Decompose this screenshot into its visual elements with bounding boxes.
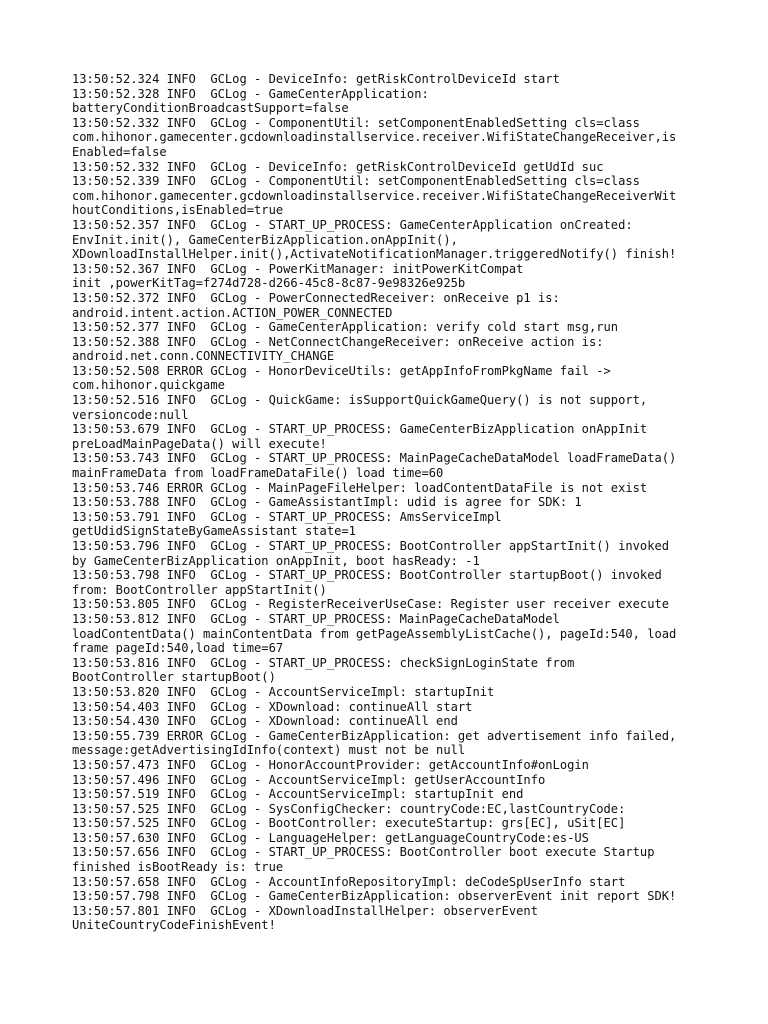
log-line: 13:50:55.739 ERROR GCLog - GameCenterBizApplication: get advertisement info failed, message:getAdvertisingIdInfo(context) must not be null	[72, 728, 677, 758]
log-line: 13:50:53.679 INFO GCLog - START_UP_PROCESS: GameCenterBizApplication onAppInit preLoadMainPageData() will execute!	[72, 422, 648, 451]
log-line: 13:50:57.473 INFO GCLog - HonorAccountProvider: getAccountInfo#onLogin	[72, 757, 589, 772]
log-line: 13:50:53.812 INFO GCLog - START_UP_PROCESS: MainPageCacheDataModel loadContentData() mainContentData from getPageAssemblyListCache(), pageId:540, load frame pageId:540,load time=67	[72, 611, 677, 656]
log-line: 13:50:57.525 INFO GCLog - BootController: executeStartup: grs[EC], uSit[EC]	[72, 816, 626, 831]
log-text	[72, 72, 732, 933]
log-line: 13:50:52.332 INFO GCLog - DeviceInfo: getRiskControlDeviceId getUdId suc	[72, 159, 604, 174]
log-line: 13:50:52.324 INFO GCLog - DeviceInfo: getRiskControlDeviceId start	[72, 72, 560, 86]
log-line: 13:50:53.791 INFO GCLog - START_UP_PROCESS: AmsServiceImpl getUdidSignStateByGameAssistant state=1	[72, 509, 502, 539]
log-line: 13:50:57.630 INFO GCLog - LanguageHelper: getLanguageCountryCode:es-US	[72, 830, 589, 845]
log-line: 13:50:53.743 INFO GCLog - START_UP_PROCESS: MainPageCacheDataModel loadFrameData() mainFrameData from loadFrameDataFile() load time=60	[72, 451, 677, 481]
log-line: 13:50:52.332 INFO GCLog - ComponentUtil: setComponentEnabledSetting cls=class com.hihonor.gamecenter.gcdownloadinstallservice.receiver.WifiStateChangeReceiver,is Enabled=false	[72, 115, 677, 159]
log-line: 13:50:52.508 ERROR GCLog - HonorDeviceUtils: getAppInfoFromPkgName fail -> com.hihonor.quickgame	[72, 363, 611, 393]
log-line: 13:50:52.388 INFO GCLog - NetConnectChangeReceiver: onReceive action is: android.net.conn.CONNECTIVITY_CHANGE	[72, 334, 604, 364]
log-line: 13:50:52.328 INFO GCLog - GameCenterApplication: batteryConditionBroadcastSupport=false	[72, 86, 429, 116]
log-line: 13:50:57.525 INFO GCLog - SysConfigChecker: countryCode:EC,lastCountryCode:	[72, 801, 626, 816]
log-line: 13:50:53.796 INFO GCLog - START_UP_PROCESS: BootController appStartInit() invoked by GameCenterBizApplication onAppInit, boot hasReady: -1	[72, 539, 670, 568]
log-line: 13:50:53.746 ERROR GCLog - MainPageFileHelper: loadContentDataFile is not exist	[72, 480, 648, 495]
log-line: 13:50:57.798 INFO GCLog - GameCenterBizApplication: observerEvent init report SDK!	[72, 889, 677, 904]
log-line: 13:50:52.377 INFO GCLog - GameCenterApplication: verify cold start msg,run	[72, 320, 619, 335]
log-line: 13:50:57.496 INFO GCLog - AccountServiceImpl: getUserAccountInfo	[72, 772, 546, 787]
log-line: 13:50:57.656 INFO GCLog - START_UP_PROCESS: BootController boot execute Startup finished isBootReady is: true	[72, 845, 655, 875]
log-line: 13:50:57.658 INFO GCLog - AccountInfoRepositoryImpl: deCodeSpUserInfo start	[72, 874, 626, 889]
log-line: 13:50:53.798 INFO GCLog - START_UP_PROCESS: BootController startupBoot() invoked from: BootController appStartInit()	[72, 568, 662, 597]
log-line: 13:50:57.801 INFO GCLog - XDownloadInstallHelper: observerEvent UniteCountryCodeFinishEvent!	[72, 903, 538, 933]
log-line: 13:50:52.516 INFO GCLog - QuickGame: isSupportQuickGameQuery() is not support, versioncode:null	[72, 393, 648, 422]
log-line: 13:50:52.357 INFO GCLog - START_UP_PROCESS: GameCenterApplication onCreated: EnvInit.init(), GameCenterBizApplication.onAppInit(), XDownloadInstallHelper.init(),ActivateNotificationManager.triggeredNotify() finish!	[72, 217, 677, 262]
log-line: 13:50:52.372 INFO GCLog - PowerConnectedReceiver: onReceive p1 is: android.intent.action.ACTION_POWER_CONNECTED	[72, 290, 560, 320]
log-line: 13:50:52.367 INFO GCLog - PowerKitManager: initPowerKitCompat init ,powerKitTag=f274d728-d266-45c8-8c87-9e98326e925b	[72, 261, 524, 291]
log-line: 13:50:53.820 INFO GCLog - AccountServiceImpl: startupInit	[72, 684, 495, 699]
log-line: 13:50:53.788 INFO GCLog - GameAssistantImpl: udid is agree for SDK: 1	[72, 495, 582, 510]
log-line: 13:50:52.339 INFO GCLog - ComponentUtil: setComponentEnabledSetting cls=class com.hihonor.gamecenter.gcdownloadinstallservice.receiver.WifiStateChangeReceiverWit houtConditions,isEnabled=true	[72, 174, 677, 218]
log-line: 13:50:54.430 INFO GCLog - XDownload: continueAll end	[72, 714, 458, 729]
log-line: 13:50:57.519 INFO GCLog - AccountServiceImpl: startupInit end	[72, 787, 524, 802]
log-line: 13:50:53.805 INFO GCLog - RegisterReceiverUseCase: Register user receiver execute	[72, 597, 670, 612]
log-line: 13:50:54.403 INFO GCLog - XDownload: continueAll start	[72, 699, 473, 714]
log-line: 13:50:53.816 INFO GCLog - START_UP_PROCESS: checkSignLoginState from BootController startupBoot()	[72, 655, 575, 685]
